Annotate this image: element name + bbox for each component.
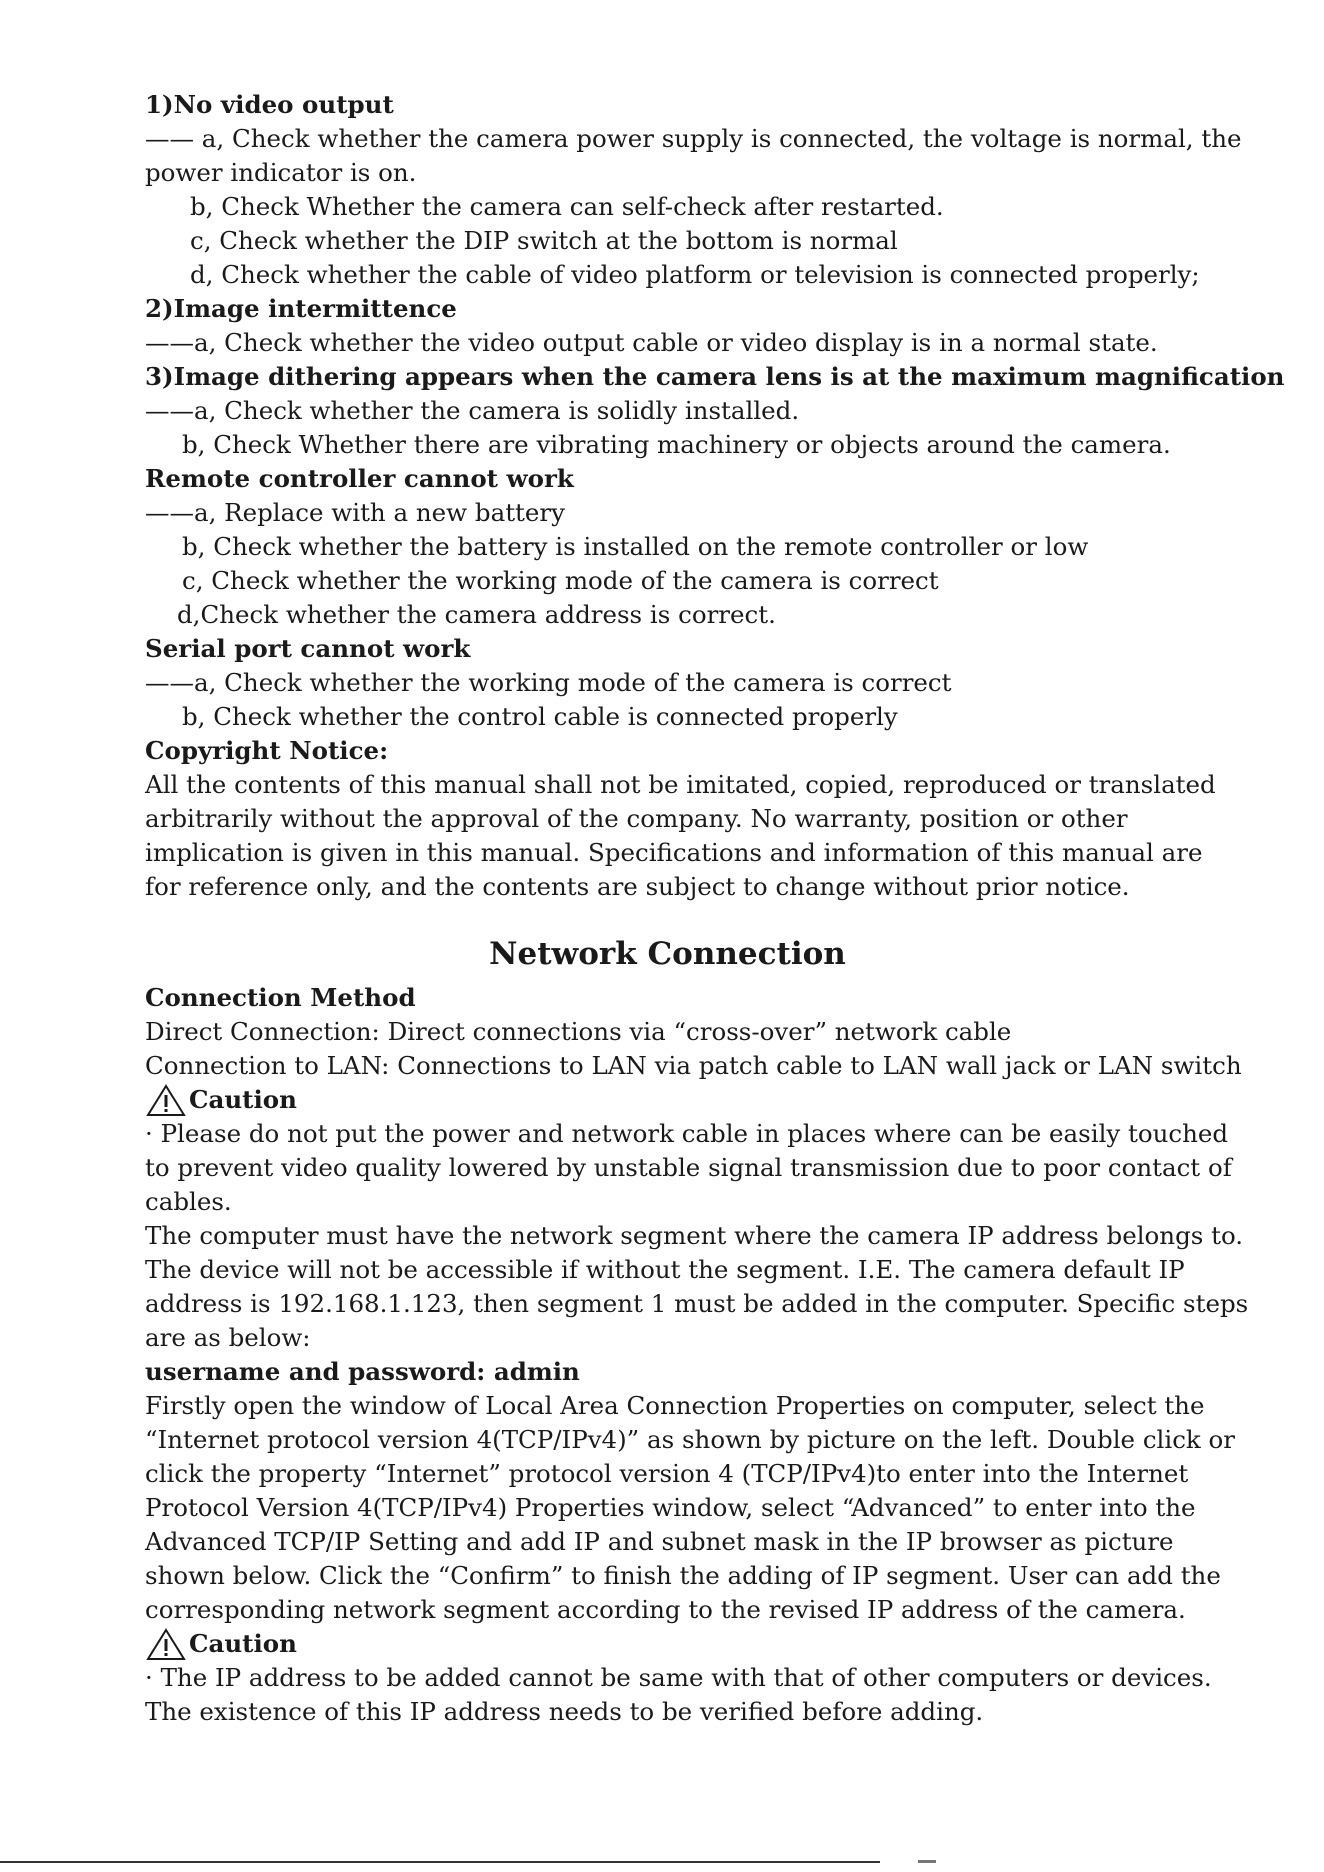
text-line: Direct Connection: Direct connections via “cross-over” network cable — [145, 1017, 1012, 1046]
heading-copyright: Copyright Notice: — [145, 736, 389, 765]
text-line: “Internet protocol version 4(TCP/IPv4)” as shown by picture on the left. Double click or — [145, 1425, 1236, 1454]
credentials-line: username and password: admin — [145, 1357, 580, 1386]
text-line: Firstly open the window of Local Area Connection Properties on computer, select the — [145, 1391, 1205, 1420]
text-line: implication is given in this manual. Specifications and information of this manual are — [145, 838, 1203, 867]
text-line: Protocol Version 4(TCP/IPv4) Properties window, select “Advanced” to enter into the — [145, 1493, 1196, 1522]
warning-icon — [145, 1627, 187, 1661]
text-line: Connection to LAN: Connections to LAN via patch cable to LAN wall jack or LAN switch — [145, 1051, 1242, 1080]
text-line: arbitrarily without the approval of the company. No warranty, position or other — [145, 804, 1128, 833]
text-line: b, Check Whether there are vibrating machinery or objects around the camera. — [182, 430, 1171, 459]
text-line: —— a, Check whether the camera power supply is connected, the voltage is normal, the — [145, 124, 1242, 153]
warning-icon — [145, 1083, 187, 1117]
text-line: · Please do not put the power and network cable in places where can be easily touched — [145, 1119, 1229, 1148]
text-line: b, Check whether the battery is installed on the remote controller or low — [182, 532, 1089, 561]
caution-label: Caution — [189, 1629, 297, 1658]
text-line: · The IP address to be added cannot be same with that of other computers or devices. — [145, 1663, 1212, 1692]
text-line: power indicator is on. — [145, 158, 417, 187]
heading-image-intermittence: 2)Image intermittence — [145, 294, 457, 323]
heading-image-dithering: 3)Image dithering appears when the camera lens is at the maximum magnification — [145, 362, 1285, 391]
footer-mark — [918, 1860, 936, 1863]
network-section — [145, 981, 1249, 1729]
heading-remote-controller: Remote controller cannot work — [145, 464, 574, 493]
text-line: d, Check whether the cable of video platform or television is connected properly; — [190, 260, 1200, 289]
text-line: to prevent video quality lowered by unstable signal transmission due to poor contact of — [145, 1153, 1232, 1182]
text-line: All the contents of this manual shall not be imitated, copied, reproduced or translated — [145, 770, 1216, 799]
text-line: for reference only, and the contents are subject to change without prior notice. — [145, 872, 1130, 901]
text-line: are as below: — [145, 1323, 311, 1352]
text-line: The existence of this IP address needs to be verified before adding. — [145, 1697, 984, 1726]
text-line: c, Check whether the working mode of the camera is correct — [182, 566, 939, 595]
text-line: The device will not be accessible if without the segment. I.E. The camera default IP — [145, 1255, 1185, 1284]
text-line: ——a, Check whether the video output cable or video display is in a normal state. — [145, 328, 1158, 357]
section-title: Network Connection — [489, 936, 846, 972]
text-line: shown below. Click the “Confirm” to finish the adding of IP segment. User can add the — [145, 1561, 1221, 1590]
heading-connection-method: Connection Method — [145, 983, 416, 1012]
heading-no-video-output: 1)No video output — [145, 90, 394, 119]
text-line: The computer must have the network segment where the camera IP address belongs to. — [145, 1221, 1244, 1250]
text-line: b, Check Whether the camera can self-check after restarted. — [190, 192, 944, 221]
text-line: ——a, Check whether the camera is solidly installed. — [145, 396, 800, 425]
caution-heading — [145, 1083, 1190, 1117]
text-line: cables. — [145, 1187, 232, 1216]
heading-serial-port: Serial port cannot work — [145, 634, 471, 663]
document-page — [145, 88, 1285, 1726]
caution-heading — [145, 1627, 1190, 1661]
text-line: address is 192.168.1.123, then segment 1 must be added in the computer. Specific steps — [145, 1289, 1249, 1318]
footer-divider — [0, 1861, 880, 1863]
text-line: ——a, Replace with a new battery — [145, 498, 565, 527]
text-line: c, Check whether the DIP switch at the bottom is normal — [190, 226, 898, 255]
text-line: ——a, Check whether the working mode of the camera is correct — [145, 668, 952, 697]
caution-label: Caution — [189, 1085, 297, 1114]
text-line: b, Check whether the control cable is connected properly — [182, 702, 898, 731]
text-line: click the property “Internet” protocol version 4 (TCP/IPv4)to enter into the Internet — [145, 1459, 1189, 1488]
text-line: Advanced TCP/IP Setting and add IP and subnet mask in the IP browser as picture — [145, 1527, 1174, 1556]
text-line: d,Check whether the camera address is correct. — [177, 600, 776, 629]
text-line: corresponding network segment according to the revised IP address of the camera. — [145, 1595, 1186, 1624]
